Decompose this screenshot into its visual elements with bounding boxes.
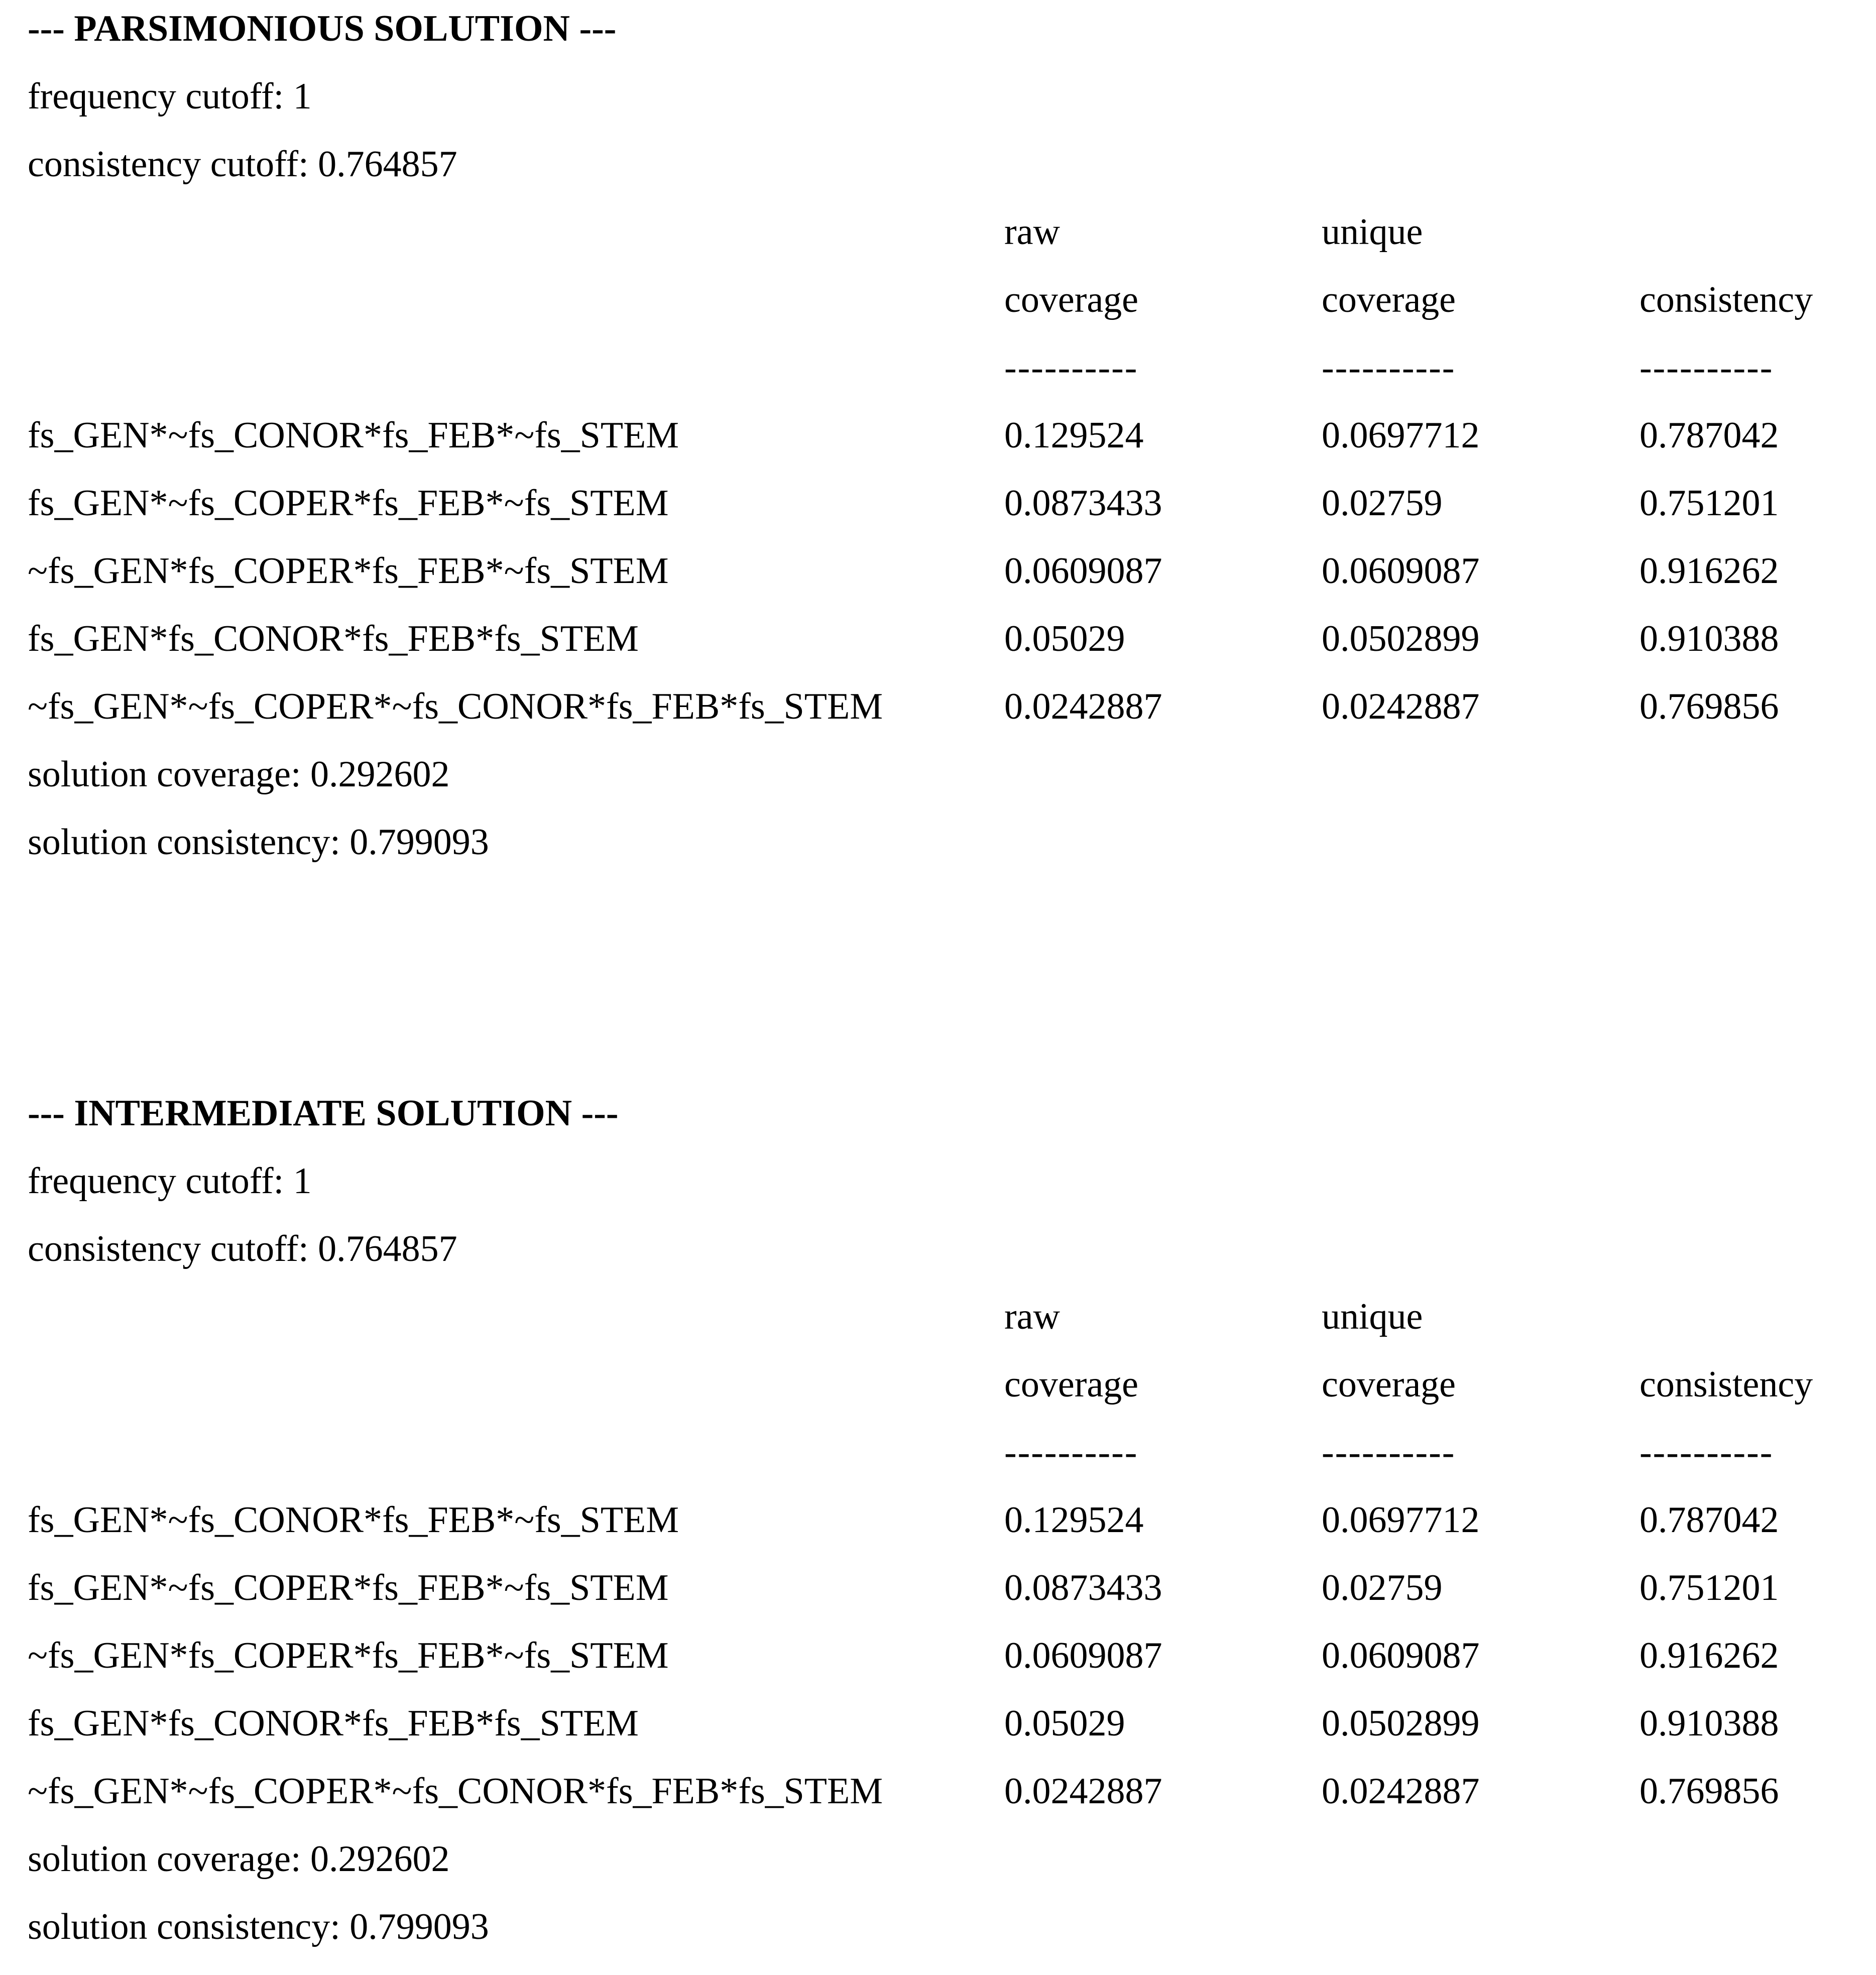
term: ~fs_GEN*fs_COPER*fs_FEB*~fs_STEM [28,550,669,592]
solution-coverage: solution coverage: 0.292602 [28,754,450,795]
separator: ---------- [1322,1432,1456,1473]
column-header-unique-coverage: coverage [1322,279,1456,320]
term: fs_GEN*~fs_CONOR*fs_FEB*~fs_STEM [28,415,679,456]
column-header-unique-coverage: coverage [1322,1364,1456,1405]
table-row [28,1486,1860,1554]
raw-coverage: 0.0873433 [1004,1567,1162,1608]
table-header-row-2 [28,266,1860,334]
separator: ---------- [1322,347,1456,388]
section-title: --- PARSIMONIOUS SOLUTION --- [28,8,617,49]
consistency: 0.910388 [1639,1703,1779,1744]
separator: ---------- [1639,347,1774,388]
consistency: 0.769856 [1639,686,1779,727]
unique-coverage: 0.0697712 [1322,1499,1480,1541]
term: fs_GEN*~fs_COPER*fs_FEB*~fs_STEM [28,483,669,524]
consistency: 0.751201 [1639,483,1779,524]
separator: ---------- [1004,347,1138,388]
table-row [28,673,1860,741]
raw-coverage: 0.0873433 [1004,483,1162,524]
unique-coverage: 0.0609087 [1322,550,1480,592]
consistency: 0.787042 [1639,415,1779,456]
unique-coverage: 0.0502899 [1322,618,1480,659]
table-row [28,537,1860,605]
column-header-consistency: consistency [1639,279,1813,320]
solution-consistency: solution consistency: 0.799093 [28,822,489,863]
unique-coverage: 0.0697712 [1322,415,1480,456]
table-row [28,1758,1860,1825]
consistency: 0.916262 [1639,1635,1779,1676]
consistency: 0.769856 [1639,1771,1779,1812]
table-row [28,1690,1860,1758]
table-header-row-2 [28,1351,1860,1419]
table-header-separator [28,1419,1860,1486]
column-header-unique: unique [1322,1296,1423,1337]
raw-coverage: 0.05029 [1004,618,1125,659]
table-row [28,1554,1860,1622]
intermediate-solution-section [28,1080,1860,1961]
table-row [28,605,1860,673]
table-row [28,1622,1860,1690]
unique-coverage: 0.0609087 [1322,1635,1480,1676]
solution-coverage: solution coverage: 0.292602 [28,1838,450,1880]
consistency: 0.916262 [1639,550,1779,592]
column-header-unique: unique [1322,211,1423,253]
consistency-cutoff: consistency cutoff: 0.764857 [28,144,457,185]
unique-coverage: 0.02759 [1322,1567,1443,1608]
consistency-cutoff: consistency cutoff: 0.764857 [28,1228,457,1269]
column-header-raw: raw [1004,211,1060,253]
unique-coverage: 0.0502899 [1322,1703,1480,1744]
raw-coverage: 0.129524 [1004,415,1144,456]
table-header-separator [28,334,1860,402]
consistency: 0.751201 [1639,1567,1779,1608]
raw-coverage: 0.0242887 [1004,686,1162,727]
term: fs_GEN*fs_CONOR*fs_FEB*fs_STEM [28,1703,639,1744]
term: fs_GEN*~fs_CONOR*fs_FEB*~fs_STEM [28,1499,679,1541]
separator: ---------- [1004,1432,1138,1473]
raw-coverage: 0.05029 [1004,1703,1125,1744]
column-header-raw: raw [1004,1296,1060,1337]
table-header-row-1 [28,1283,1860,1351]
column-header-raw-coverage: coverage [1004,279,1139,320]
table-row [28,402,1860,470]
unique-coverage: 0.0242887 [1322,686,1480,727]
separator: ---------- [1639,1432,1774,1473]
solution-consistency: solution consistency: 0.799093 [28,1906,489,1947]
frequency-cutoff: frequency cutoff: 1 [28,76,312,117]
unique-coverage: 0.02759 [1322,483,1443,524]
consistency: 0.910388 [1639,618,1779,659]
frequency-cutoff: frequency cutoff: 1 [28,1160,312,1202]
unique-coverage: 0.0242887 [1322,1771,1480,1812]
term: fs_GEN*~fs_COPER*fs_FEB*~fs_STEM [28,1567,669,1608]
raw-coverage: 0.129524 [1004,1499,1144,1541]
term: ~fs_GEN*~fs_COPER*~fs_CONOR*fs_FEB*fs_STEM [28,1771,883,1812]
raw-coverage: 0.0609087 [1004,550,1162,592]
consistency: 0.787042 [1639,1499,1779,1541]
parsimonious-solution-section [28,0,1860,876]
section-title: --- INTERMEDIATE SOLUTION --- [28,1093,619,1134]
table-row [28,470,1860,537]
table-header-row-1 [28,198,1860,266]
column-header-consistency: consistency [1639,1364,1813,1405]
term: ~fs_GEN*fs_COPER*fs_FEB*~fs_STEM [28,1635,669,1676]
term: ~fs_GEN*~fs_COPER*~fs_CONOR*fs_FEB*fs_STEM [28,686,883,727]
raw-coverage: 0.0242887 [1004,1771,1162,1812]
column-header-raw-coverage: coverage [1004,1364,1139,1405]
term: fs_GEN*fs_CONOR*fs_FEB*fs_STEM [28,618,639,659]
raw-coverage: 0.0609087 [1004,1635,1162,1676]
